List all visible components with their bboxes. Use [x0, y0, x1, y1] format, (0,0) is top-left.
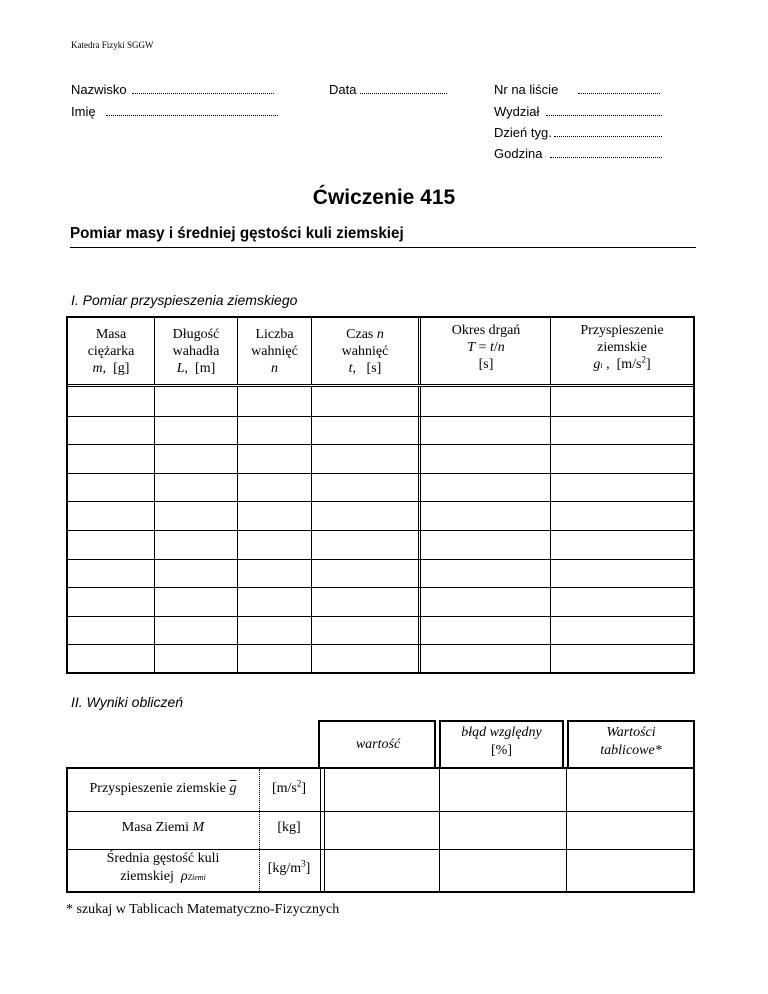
date-label: Data [329, 82, 357, 97]
list-number-label: Nr na liście [494, 82, 559, 97]
row-density-label: Średnia gęstość kuli ziemskiej ρZiemi [106, 851, 220, 884]
exercise-subtitle: Pomiar masy i średniej gęstości kuli ziemskiej [70, 225, 404, 242]
row-earth-mass-unit: [kg] [277, 820, 301, 835]
weekday-field[interactable] [554, 136, 662, 137]
section2-heading: II. Wyniki obliczeń [71, 694, 184, 710]
col-header-time: Czas n wahnięć t, [s] [341, 327, 389, 376]
hour-field[interactable] [550, 157, 662, 158]
surname-field[interactable] [132, 93, 274, 94]
row-density-unit: $[kg/m^3]$ [267, 858, 311, 876]
header-table-values: Wartości tablicowe* [600, 725, 662, 758]
measurement-table [66, 316, 695, 674]
col-header-length: Długość wahadła L, [m] [172, 327, 220, 376]
section1-heading: I. Pomiar przyspieszenia ziemskiego [71, 292, 298, 308]
date-field[interactable] [360, 93, 447, 94]
surname-label: Nazwisko [71, 82, 127, 97]
list-number-field[interactable] [578, 93, 660, 94]
col-header-gravity: Przyspieszenie ziemskie gi , $[m/s^2]$ [580, 323, 664, 372]
faculty-label: Wydział [494, 104, 540, 119]
col-header-mass: Masa ciężarka m, [g] [87, 327, 135, 376]
faculty-field[interactable] [546, 115, 662, 116]
row-gravity-unit: $[m/s^2]$ [271, 778, 307, 796]
row-earth-mass-label: Masa Ziemi M [121, 820, 205, 835]
hour-label: Godzina [494, 146, 543, 161]
title-underline [70, 247, 696, 248]
footnote: * szukaj w Tablicach Matematyczno-Fizycznych [66, 902, 340, 917]
header-error: błąd względny [%] [461, 725, 542, 758]
row-gravity-label: Przyspieszenie ziemskie $\overline{g}$ [89, 781, 237, 796]
header-value: wartość [355, 737, 401, 752]
institution-header: Katedra Fizyki SGGW [71, 40, 154, 50]
weekday-label: Dzień tyg. [494, 125, 552, 140]
exercise-title: Ćwiczenie 415 [312, 186, 456, 209]
firstname-field[interactable] [106, 115, 278, 116]
col-header-period: Okres drgań T = t/n [s] [451, 323, 521, 372]
col-header-count: Liczba wahnięć n [251, 327, 298, 376]
firstname-label: Imię [71, 104, 96, 119]
